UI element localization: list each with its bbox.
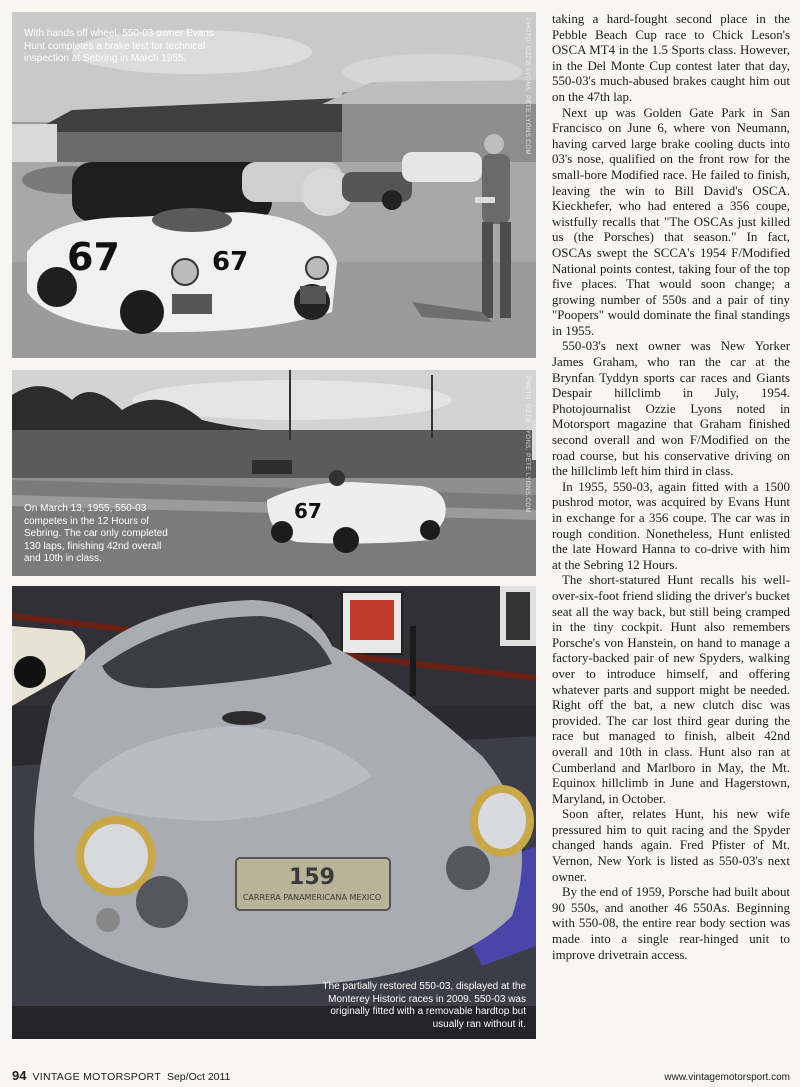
car-number-67: 67 [67, 235, 120, 279]
magazine-name: VINTAGE MOTORSPORT [32, 1071, 161, 1083]
car-number-67-hood: 67 [212, 247, 249, 277]
website-link[interactable]: www.vintagemotorsport.com [664, 1072, 790, 1083]
plate-number: 159 [289, 865, 335, 890]
monterey-display-photo-image [12, 586, 536, 1039]
article-column [552, 12, 790, 963]
article-paragraph: By the end of 1959, Porsche had built about 90 550s, and another 46 550As. Beginning with 550-08, the entire rear body section was made into a single rear-hinged unit to improve drivetrain access. [552, 885, 790, 962]
photo-monterey-display [12, 586, 536, 1039]
article-paragraph: 550-03's next owner was New Yorker James Graham, who ran the car at the Brynfan Tyddyn sports car races and Giants Despair hillclimb in July, 1954. Photojournalist Ozzie Lyons noted in Motorsport magazine that Graham finished second overall and won F/Modified on the road course, but his conservative driving on the hillclimb left him third in class. [552, 339, 790, 479]
car-number-67-sebring: 67 [294, 499, 322, 523]
photo-caption: The partially restored 550-03, displayed at the Monterey Historic races in 2009. 550-03 was originally fitted with a removable hardtop but usually ran without it. [322, 981, 526, 1030]
page-number: 94 [12, 1068, 27, 1083]
article-paragraph: In 1955, 550-03, again fitted with a 1500 pushrod motor, was acquired by Evans Hunt in exchange for a 356 coupe. The car was in rough condition. Nonetheless, Hunt enlisted the late Howard Hanna to co-drive with him at the Sebring 12 Hours. [552, 479, 790, 572]
article-paragraph: The short-statured Hunt recalls his well-over-six-foot friend sliding the driver's bucket seat all the way back, but still being cramped in the tiny cockpit. Hunt also remembers Porsche's von Hanstein, on hand to manage a factory-backed pair of new Spyders, walking over to introduce himself, and offering whatever parts and support might be needed. Right off the bat, a new clutch disc was provided. The car lost third gear during the race but managed to finish, albeit 42nd overall and 10th in class. Hunt also ran at Cumberland and Marlboro in May, the Mt. Equinox hillclimb in June and Hagerstown, Maryland, in October. [552, 573, 790, 806]
page-footer [12, 1068, 790, 1083]
photo-credit: PHOTO: OZZIE LYONS, PETE LYONS.COM [524, 18, 530, 156]
photo-caption: With hands off wheel, 550-03 owner Evans Hunt completes a brake test for technical inspection at Sebring in March 1955. [24, 28, 214, 64]
article-paragraph: Next up was Golden Gate Park in San Francisco on June 6, where von Neumann, having carved large brake cooling ducts into 03's nose, qualified on the front row for the small-bore Modified race. He failed to finish, leaving the win to Bill David's OSCA. Kieckhefer, who had entered a 356 coupe, wistfully recalls that "The OSCAs just killed us (the Porsches) that season." In fact, OSCAs swept the SCCA's 1954 F/Modified National points contest, taking four of the top five places. That would soon change; a growing number of 550s and a pair of tiny "Poopers" would dominate the final standings in 1955. [552, 105, 790, 338]
photo-sebring-race [12, 370, 536, 576]
photo-credit: PHOTO: OZZIE LYONS, PETE LYONS.COM [524, 376, 530, 514]
plate-text: CARRERA PANAMERICANA MEXICO [242, 893, 382, 902]
article-paragraph: Soon after, relates Hunt, his new wife pressured him to quit racing and the Spyder changed hands again. Fred Pfister of Mt. Vernon, New York is listed as 550-03's next owner. [552, 807, 790, 884]
photo-caption: On March 13, 1955, 550-03 competes in the 12 Hours of Sebring. The car only completed 130 laps, finishing 42nd overall and 10th in class. [24, 503, 168, 564]
photo-brake-test [12, 12, 536, 358]
article-paragraph: taking a hard-fought second place in the Pebble Beach Cup race to Chick Leson's OSCA MT4 in the 1.5 Sports class. However, in the Del Monte Cup contest later that day, 550-03's much-abused brakes caught him out on the 47th lap. [552, 12, 790, 104]
issue-date: Sep/Oct 2011 [166, 1071, 231, 1083]
